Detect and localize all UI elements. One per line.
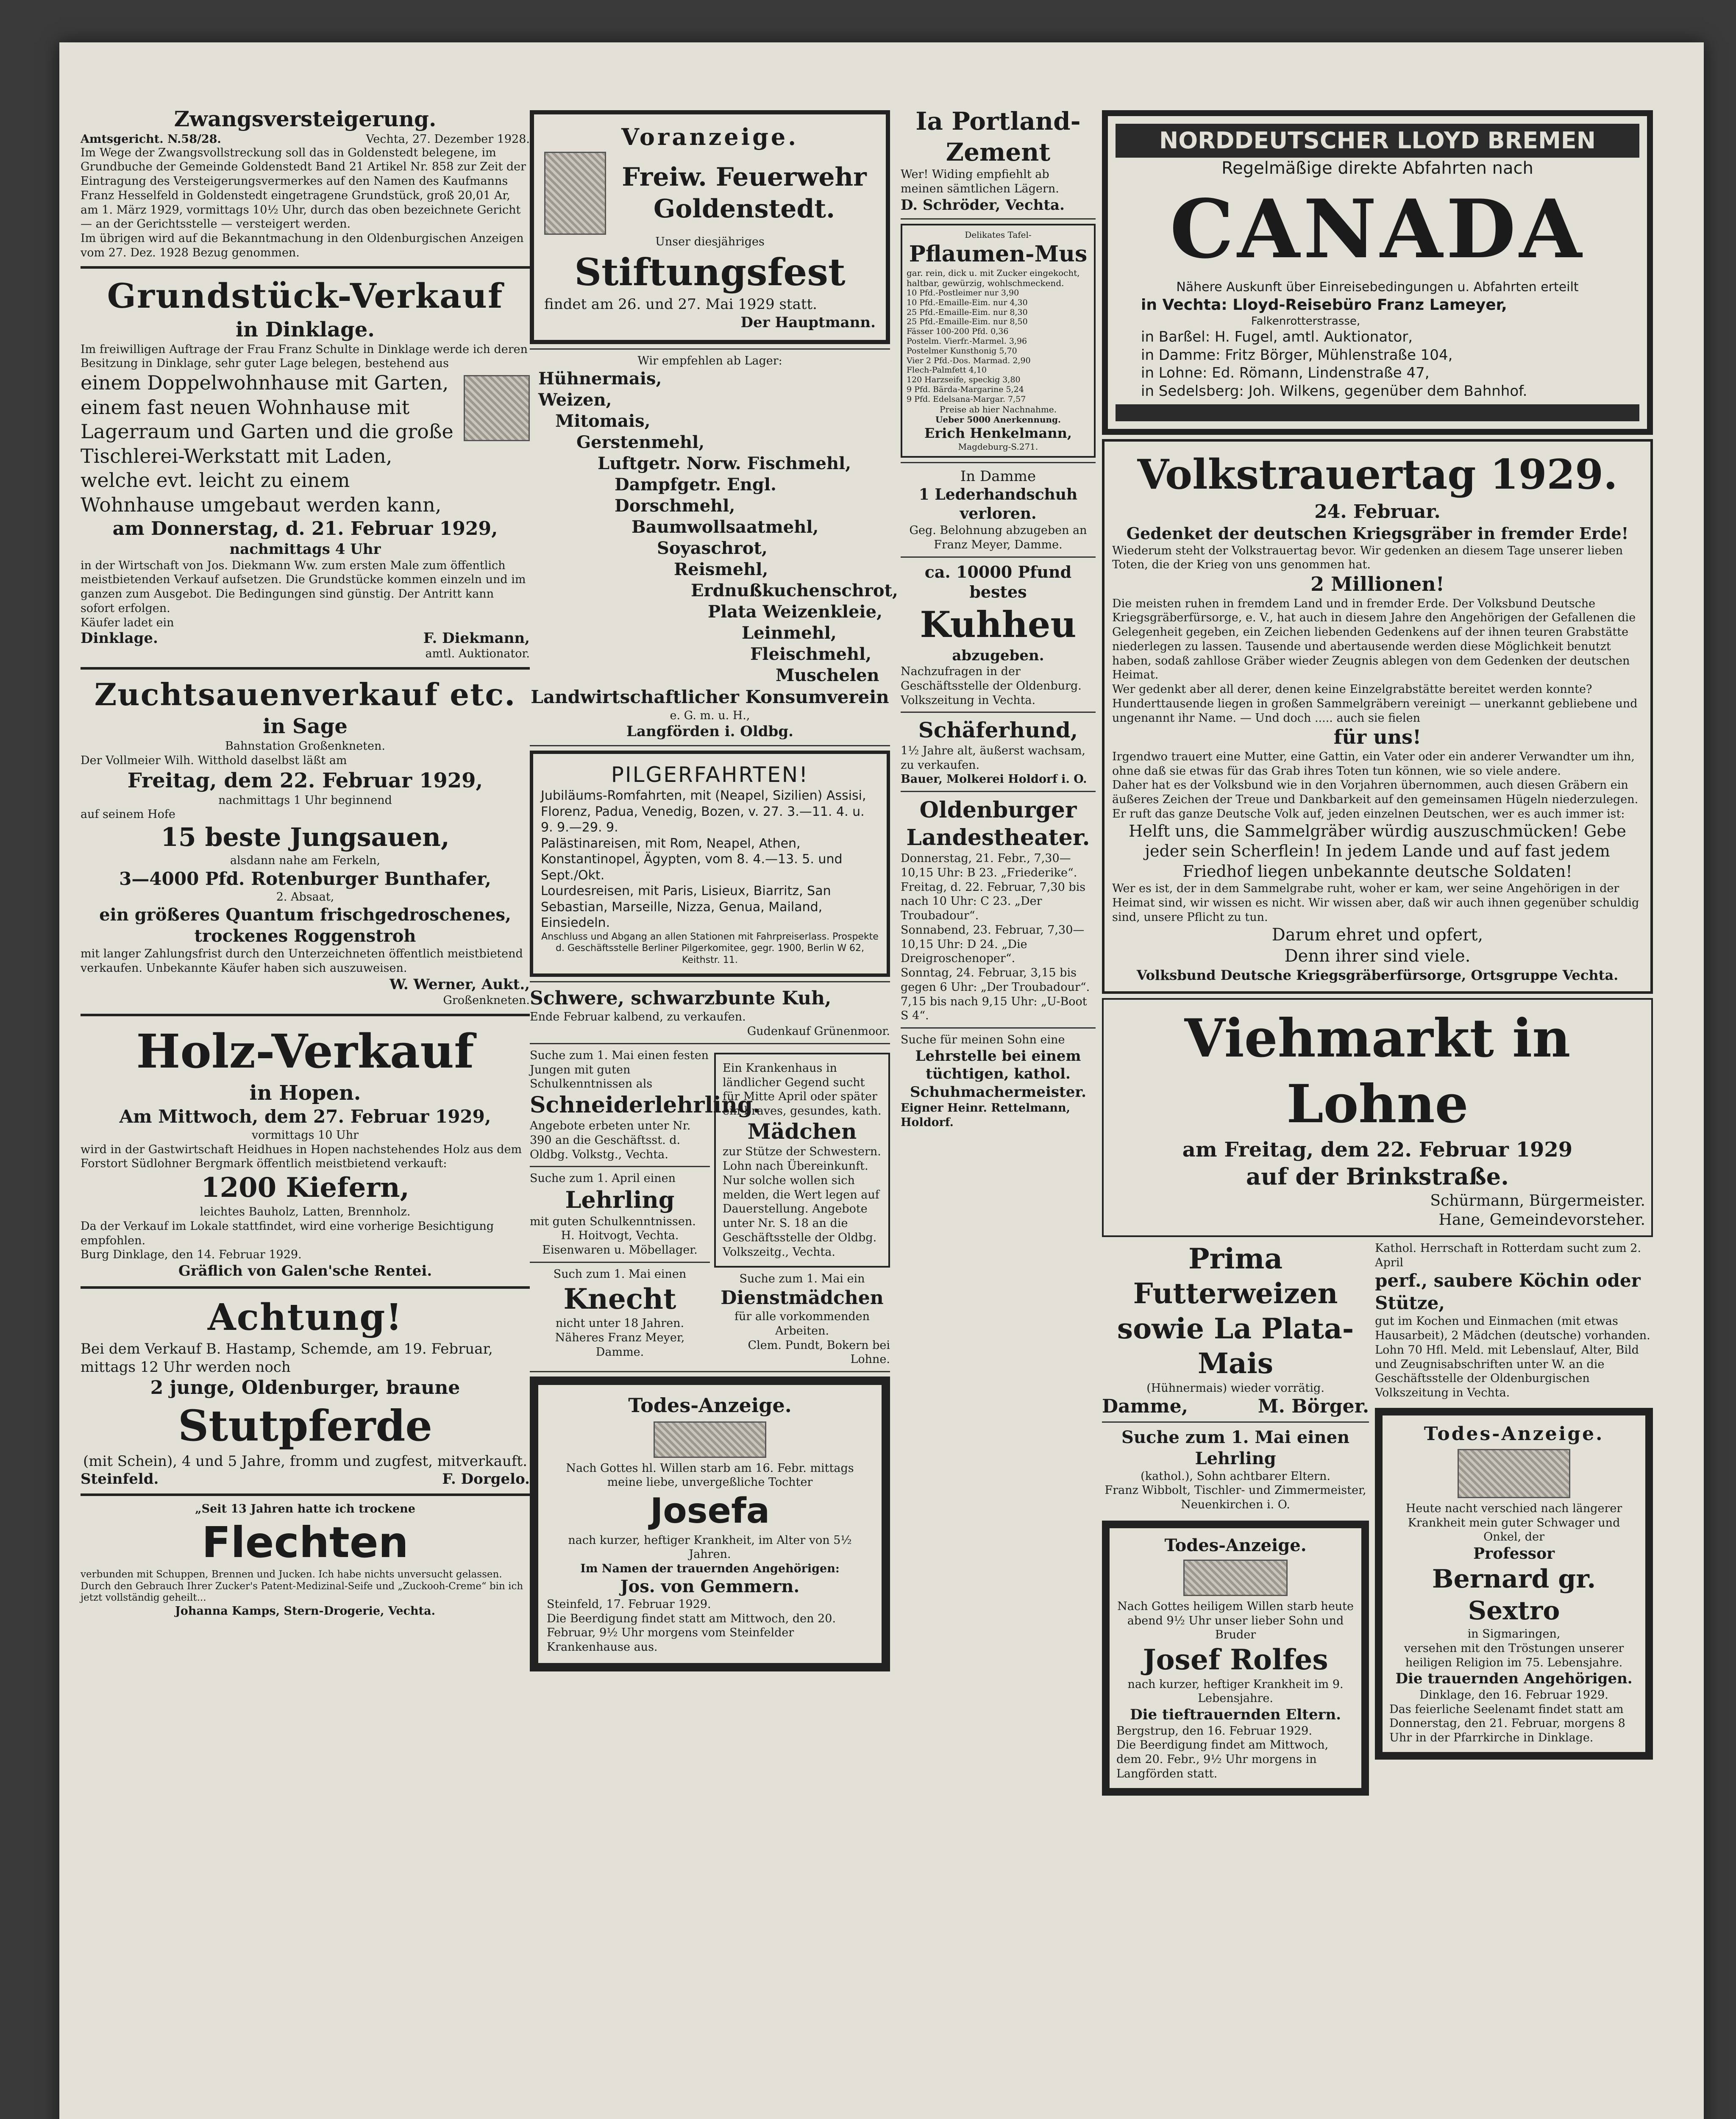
lh-body: In Damme bbox=[960, 467, 1036, 485]
vt-date: 24. Februar. bbox=[1314, 501, 1441, 523]
lw-item-8: Soyaschrot, bbox=[657, 538, 768, 558]
kn-body2: nicht unter 18 Jahren. Näheres Franz Meyer, Damme. bbox=[555, 1317, 685, 1359]
ol-item-1: Donnerstag, 21. Febr., 7,30—10,15 Uhr: B 23. „Friederike“. bbox=[901, 852, 1077, 879]
lw-item-10: Erdnußkuchenschrot, bbox=[691, 581, 898, 601]
pflaumenmus-box bbox=[901, 224, 1096, 458]
td-title: Todes-Anzeige. bbox=[628, 1394, 792, 1417]
td2-name: Josef Rolfes bbox=[1143, 1643, 1328, 1676]
zs-sign2: Großenkneten. bbox=[443, 994, 530, 1007]
hv-body2: Da der Verkauf im Lokale stattfindet, wird eine vorherige Besichtigung empfohlen. bbox=[81, 1219, 494, 1247]
divider bbox=[901, 791, 1096, 792]
pilgerfahrten-box bbox=[530, 751, 890, 977]
zs-sub: in Sage bbox=[263, 715, 348, 738]
pz-body: Wer! Widing empfiehlt ab meinen sämtlichen Lägern. bbox=[901, 168, 1059, 195]
ndl-agent-1: in Barßel: H. Fugel, amtl. Auktionator, bbox=[1141, 328, 1413, 345]
vz-sign: Der Hauptmann. bbox=[740, 314, 876, 331]
dm-sign: Clem. Pundt, Bokern bei Lohne. bbox=[748, 1338, 890, 1366]
kh4-pre: Kathol. Herrschaft in Rotterdam sucht zum 2. April bbox=[1375, 1241, 1641, 1269]
small-ads-right bbox=[714, 1048, 890, 1367]
zw-header-right: Vechta, 27. Dezember 1928. bbox=[366, 132, 530, 146]
td2-sign: Die tieftrauernden Eltern. bbox=[1130, 1706, 1341, 1723]
vt-head: Gedenket der deutschen Kriegsgräber in fremder Erde! bbox=[1126, 524, 1629, 543]
pm-price-10: 120 Harzseife, speckig 3,80 bbox=[907, 375, 1021, 385]
td-sign: Jos. von Gemmern. bbox=[620, 1576, 800, 1596]
lw-item-7: Baumwollsaatmehl, bbox=[632, 517, 819, 537]
sk-body: Suche für meinen Sohn eine bbox=[901, 1033, 1065, 1047]
kh-body: Ein Krankenhaus in ländlicher Gegend sucht für Mitte April oder später ein braves, gesundes, kath. bbox=[723, 1061, 882, 1118]
zs-intro: Der Vollmeier Wilh. Witthold daselbst läßt am bbox=[81, 754, 347, 767]
td3-rank: Professor bbox=[1473, 1545, 1555, 1563]
pm-price-5: Fässer 100-200 Pfd. 0,36 bbox=[907, 327, 1009, 336]
kh4-title: perf., saubere Köchin oder Stütze, bbox=[1375, 1270, 1641, 1313]
divider bbox=[530, 1371, 890, 1372]
lw-item-3: Mitomais, bbox=[555, 411, 651, 431]
lw-org2: e. G. m. u. H., bbox=[670, 709, 750, 722]
house-illustration bbox=[464, 375, 530, 441]
vt-sign: Volksbund Deutsche Kriegsgräberfürsorge, Ortsgruppe Vechta. bbox=[1136, 967, 1619, 984]
divider bbox=[530, 1262, 710, 1263]
vz-title: Voranzeige. bbox=[621, 123, 799, 150]
fl-sign: Johanna Kamps, Stern-Drogerie, Vechta. bbox=[175, 1605, 435, 1618]
ndl-sub: Regelmäßige direkte Abfahrten nach bbox=[1221, 158, 1533, 178]
ac-sign: F. Dorgelo. bbox=[442, 1470, 530, 1488]
column-2 bbox=[530, 106, 898, 1676]
ndl-band: NORDDEUTSCHER LLOYD BREMEN bbox=[1116, 124, 1639, 158]
divider bbox=[901, 1027, 1096, 1029]
hv-title: Holz-Verkauf bbox=[136, 1023, 474, 1079]
lw-item-12: Leinmehl, bbox=[742, 623, 837, 643]
pf-title: Prima Futterweizen bbox=[1133, 1242, 1338, 1310]
sk-title: Lehrstelle bei einem tüchtigen, kathol. Schuhmachermeister. bbox=[910, 1047, 1087, 1101]
divider bbox=[81, 1014, 530, 1016]
le-body: Suche zum 1. April einen bbox=[530, 1172, 676, 1185]
zw-title: Zwangsversteigerung. bbox=[174, 106, 437, 131]
firefighter-illustration bbox=[544, 152, 606, 235]
gv-place: Dinklage. bbox=[81, 630, 158, 647]
todesanzeige-3 bbox=[1375, 1408, 1653, 1760]
vm-sign2: Hane, Gemeindevorsteher. bbox=[1438, 1211, 1645, 1229]
lh-title: 1 Lederhandschuh verloren. bbox=[918, 486, 1078, 523]
pf-place: Damme, bbox=[1102, 1395, 1188, 1417]
pm-price-7: Postelmer Kunsthonig 5,70 bbox=[907, 346, 1017, 356]
zw-header bbox=[81, 133, 530, 146]
vz-org: Freiw. Feuerwehr Goldenstedt. bbox=[622, 162, 867, 224]
vt-title: Volkstrauertag 1929. bbox=[1137, 450, 1618, 498]
vt-p6: Er ruft das ganze Deutsche Volk auf, jeden einzelnen Deutschen, wer es auch immer ist: bbox=[1112, 807, 1625, 820]
td2-body2: nach kurzer, heftiger Krankheit im 9. Lebensjahre. bbox=[1127, 1677, 1344, 1705]
lloyd-box bbox=[1102, 110, 1653, 435]
hv-date: Am Mittwoch, dem 27. Februar 1929, bbox=[119, 1106, 491, 1127]
divider bbox=[81, 266, 530, 269]
gv-buyers: Käufer ladet ein bbox=[81, 616, 174, 629]
hv-item: 1200 Kiefern, bbox=[201, 1172, 409, 1204]
vm-place: auf der Brinkstraße. bbox=[1246, 1163, 1509, 1190]
pz-sign: D. Schröder, Vechta. bbox=[901, 196, 1065, 214]
ol-item-2: Freitag, d. 22. Februar, 7,30 bis nach 10 Uhr: C 23. „Der Troubadour“. bbox=[901, 880, 1086, 923]
kh-body: Nachzufragen in der Geschäftsstelle der Oldenburg. Volkszeitung in Vechta. bbox=[901, 665, 1082, 707]
sk-title: Schwere, schwarzbunte Kuh, bbox=[530, 987, 832, 1009]
pm-price-8: Vier 2 Pfd.-Dos. Marmad. 2,90 bbox=[907, 356, 1031, 365]
lw-item-11: Plata Weizenkleie, bbox=[708, 602, 882, 622]
pm-pre: Delikates Tafel- bbox=[965, 230, 1032, 240]
hv-place: Burg Dinklage, den 14. Februar 1929. bbox=[81, 1248, 302, 1262]
vt-p4: Irgendwo trauert eine Mutter, eine Gattin, ein Vater oder ein anderer Verwandter um ihn, ohne daß sie etwas für das Grab ihres Toten tun können, wie so viele andere. bbox=[1112, 750, 1635, 778]
sl-body: (kathol.), Sohn achtbarer Eltern. bbox=[1141, 1469, 1330, 1483]
kn-title: Knecht bbox=[563, 1282, 676, 1315]
small-ads-left bbox=[530, 1048, 761, 1367]
fl-pre: „Seit 13 Jahren hatte ich trockene bbox=[195, 1502, 415, 1516]
ndl-main: in Vechta: Lloyd-Reisebüro Franz Lameyer, bbox=[1141, 296, 1507, 314]
lw-org: Landwirtschaftlicher Konsumverein bbox=[531, 687, 889, 707]
divider bbox=[530, 348, 890, 350]
lw-item-4: Gerstenmehl, bbox=[576, 432, 705, 452]
vt-appeal: Helft uns, die Sammelgräber würdig auszuschmücken! Gebe jeder sein Scherflein! In jedem Lande und auf fast jedem Friedhof liegen unbekannte deutsche Soldaten! bbox=[1129, 821, 1626, 881]
vz-big: Stiftungsfest bbox=[574, 250, 846, 295]
td-pre: Im Namen der trauernden Angehörigen: bbox=[580, 1562, 840, 1575]
fl-title: Flechten bbox=[202, 1518, 409, 1568]
vm-sign: Schürmann, Bürgermeister. bbox=[1430, 1192, 1645, 1210]
ndl-info: Nähere Auskunft über Einreisebedingungen u. Abfahrten erteilt bbox=[1176, 280, 1579, 295]
lw-place: Langförden i. Oldbg. bbox=[626, 723, 793, 740]
td3-name: Bernard gr. Sextro bbox=[1432, 1564, 1596, 1626]
lower-right-right bbox=[1375, 1241, 1653, 1800]
pm-price-6: Postelm. Vierfr.-Marmel. 3,96 bbox=[907, 336, 1027, 346]
pm-foot: Preise ab hier Nachnahme. bbox=[939, 404, 1057, 414]
ol-item-4: Sonntag, 24. Februar, 3,15 bis gegen 6 Uhr: „Der Troubadour“. 7,15 bis nach 9,15 Uhr: „U-Boot S 4“. bbox=[901, 966, 1090, 1023]
gv-intro: Im freiwilligen Auftrage der Frau Franz Schulte in Dinklage werde ich deren Besitzung in Dinklage, sehr guter Lage belegen, bestehend aus bbox=[81, 342, 528, 370]
td-body2: nach kurzer, heftiger Krankheit, im Alter von 5½ Jahren. bbox=[568, 1533, 852, 1561]
divider bbox=[901, 556, 1096, 558]
divider bbox=[901, 218, 1096, 220]
pf-sign: M. Börger. bbox=[1257, 1395, 1369, 1417]
le-sign: H. Hoitvogt, Vechta. Eisenwaren u. Möbellager. bbox=[542, 1229, 698, 1257]
gv-sign: F. Diekmann, bbox=[423, 630, 530, 647]
pm-title: Pflaumen-Mus bbox=[909, 241, 1088, 267]
todesanzeige-1 bbox=[530, 1377, 890, 1671]
zs-date: Freitag, dem 22. Februar 1929, bbox=[127, 768, 483, 793]
zw-body: Im Wege der Zwangsvollstreckung soll das in Goldenstedt belegene, im Grundbuche der Gemeinde Goldenstedt Band 21 Artikel Nr. 858 zur Zeit der Eintragung des Versteigerungsvermerkes auf den Namen des Kaufmanns Franz Hesselfeld in Goldenstedt eingetragene Grundstück, groß 20,01 Ar, am 1. März 1929, vormittags 10½ Uhr, durch das oben bezeichnete Gericht — an der Gerichtsstelle — versteigert werden. bbox=[81, 146, 526, 231]
pf-title: PILGERFAHRTEN! bbox=[611, 762, 809, 787]
hv-body: wird in der Gastwirtschaft Heidhues in Hopen nachstehendes Holz aus dem Forstort Südlohner Bergmark öffentlich meistbietend verkauft: bbox=[81, 1143, 522, 1171]
pf-p1: Jubiläums-Romfahrten, mit (Neapel, Sizilien) Assisi, Florenz, Padua, Venedig, Bozen, v. 27. 3.—11. 4. u. 9. 9.—29. 9. bbox=[541, 788, 866, 835]
lloyd-bottom-bar bbox=[1116, 404, 1639, 421]
divider bbox=[81, 667, 530, 670]
gv-sign-row bbox=[81, 630, 530, 647]
ac-item: 2 junge, Oldenburger, braune bbox=[150, 1377, 460, 1399]
pm-price-3: 25 Pfd.-Emaille-Eim. nur 8,30 bbox=[907, 307, 1028, 317]
sl-body: Suche zum 1. Mai einen festen Jungen mit guten Schulkenntnissen als bbox=[530, 1048, 709, 1091]
pm-price-2: 10 Pfd.-Emaille-Eim. nur 4,30 bbox=[907, 298, 1028, 307]
pm-body: gar. rein, dick u. mit Zucker eingekocht, haltbar, gewürzig, wohlschmeckend. bbox=[907, 268, 1080, 288]
divider bbox=[901, 712, 1096, 713]
ac-body2: (mit Schein), 4 und 5 Jahre, fromm und zugfest, mitverkauft. bbox=[83, 1453, 528, 1470]
zs-station: Bahnstation Großenkneten. bbox=[225, 740, 385, 753]
gv-list-block bbox=[81, 371, 530, 517]
volkstrauertag-box bbox=[1102, 439, 1653, 994]
pf-title2: sowie La Plata-Mais bbox=[1117, 1312, 1354, 1380]
vt-p5: Daher hat es der Volksbund wie in den Vorjahren übernommen, auch diesen Gräbern ein äußeres Zeichen der Treue und Dankbarkeit auf den gemeinsamen Hügeln niederzulegen. bbox=[1112, 779, 1639, 806]
ac-place: Steinfeld. bbox=[81, 1470, 159, 1488]
td3-loc: in Sigmaringen, bbox=[1467, 1627, 1561, 1641]
lower-right-left bbox=[1102, 1241, 1369, 1800]
vt-p1: Wiederum steht der Volkstrauertag bevor. Wir gedenken an diesem Tage unserer lieben Toten, die der Krieg von uns genommen hat. bbox=[1112, 544, 1623, 572]
pm-price-1: 10 Pfd.-Postleimer nur 3,90 bbox=[907, 288, 1019, 298]
divider bbox=[530, 981, 890, 982]
td3-title: Todes-Anzeige. bbox=[1424, 1423, 1604, 1445]
sk-sign: Eigner Heinr. Rettelmann, Holdorf. bbox=[901, 1101, 1070, 1129]
ac-body: Bei dem Verkauf B. Hastamp, Schemde, am 19. Februar, mittags 12 Uhr werden noch bbox=[81, 1340, 493, 1376]
divider bbox=[530, 1166, 710, 1167]
gv-time: nachmittags 4 Uhr bbox=[229, 541, 381, 558]
ac-sign-row bbox=[81, 1471, 530, 1488]
sl-body2: Angebote erbeten unter Nr. 390 an die Geschäftsst. d. Oldbg. Volkstg., Vechta. bbox=[530, 1119, 691, 1161]
td2-foot: Die Beerdigung findet am Mittwoch, dem 20. Febr., 9½ Uhr morgens in Langförden statt. bbox=[1116, 1738, 1329, 1780]
sl-title: Schneiderlehrling. bbox=[530, 1092, 761, 1118]
gv-body: in der Wirtschaft von Jos. Diekmann Ww. zum ersten Male zum öffentlich meistbietenden Verkauf aufsetzen. Die Grundstücke kommen einzeln und im ganzen zum Ausgebot. Die Bedingungen sind günstig. Der Antritt kann sofort erfolgen. bbox=[81, 559, 526, 615]
ndl-agent-2: in Damme: Fritz Börger, Mühlenstraße 104, bbox=[1141, 346, 1453, 364]
td3-body: Heute nacht verschied nach längerer Krankheit mein guter Schwager und Onkel, der bbox=[1405, 1502, 1622, 1544]
dm-body: Suche zum 1. Mai ein bbox=[739, 1272, 865, 1286]
divider bbox=[530, 1043, 890, 1044]
td3-sign: Die trauernden Angehörigen. bbox=[1395, 1670, 1633, 1688]
sl-title: Suche zum 1. Mai einen Lehrling bbox=[1121, 1427, 1350, 1468]
dm-body2: für alle vorkommenden Arbeiten. bbox=[734, 1310, 870, 1338]
cross-illustration bbox=[1458, 1449, 1570, 1498]
pf-sub: (Hühnermais) wieder vorrätig. bbox=[1146, 1381, 1324, 1395]
le-title: Lehrling bbox=[565, 1186, 675, 1213]
dm-title: Dienstmädchen bbox=[721, 1287, 884, 1309]
vm-title: Viehmarkt in Lohne bbox=[1184, 1008, 1571, 1135]
sh-sign: Bauer, Molkerei Holdorf i. O. bbox=[901, 773, 1087, 786]
lw-item-6: Dampfgetr. Engl. Dorschmehl, bbox=[615, 475, 776, 516]
kh4-body: gut im Kochen und Einmachen (mit etwas Hausarbeit), 2 Mädchen (deutsche) vorhanden. Lohn 70 Hfl. Meld. mit Lebenslauf, Alter, Bild und Zeugnisabschriften unter W. an die Geschäftsstelle der Oldenburgischen Volkszeitung in Vechta. bbox=[1375, 1315, 1650, 1399]
lw-item-1: Hühnermais, bbox=[538, 369, 662, 389]
ndl-main2: Falkenrotterstrasse, bbox=[1251, 314, 1360, 328]
pm-sign2: Magdeburg-S.271. bbox=[958, 441, 1038, 452]
cross-illustration bbox=[1183, 1560, 1288, 1596]
zs-time: nachmittags 1 Uhr beginnend bbox=[218, 793, 392, 807]
vt-end2: Denn ihrer sind viele. bbox=[1284, 946, 1471, 966]
kn-body: Such zum 1. Mai einen bbox=[553, 1267, 687, 1281]
divider bbox=[530, 745, 890, 746]
gv-sub: in Dinklage. bbox=[235, 317, 375, 342]
lw-intro: Wir empfehlen ab Lager: bbox=[637, 354, 782, 368]
zs-item3: ein größeres Quantum frischgedroschenes, trockenes Roggenstroh bbox=[99, 905, 511, 946]
viehmarkt-box bbox=[1102, 998, 1653, 1237]
lh-body2: Geg. Belohnung abzugeben an Franz Meyer, Damme. bbox=[909, 524, 1087, 551]
td-body: Nach Gottes hl. Willen starb am 16. Febr. mittags meine liebe, unvergeßliche Tochter bbox=[566, 1461, 854, 1489]
sh-body: 1½ Jahre alt, äußerst wachsam, zu verkaufen. bbox=[901, 744, 1086, 772]
zs-place: auf seinem Hofe bbox=[81, 808, 175, 821]
pf-p2: Palästinareisen, mit Rom, Neapel, Athen, Konstantinopel, Ägypten, vom 8. 4.—13. 5. und Sept./Okt. bbox=[541, 836, 843, 883]
pm-price-11: 9 Pfd. Bärda-Margarine 5,24 bbox=[907, 384, 1024, 394]
ac-big: Stutpferde bbox=[178, 1401, 433, 1451]
kh-pre: ca. 10000 Pfund bestes bbox=[924, 562, 1072, 602]
vt-mil: 2 Millionen! bbox=[1310, 573, 1444, 595]
gv-sign2: amtl. Auktionator. bbox=[425, 647, 530, 661]
divider bbox=[81, 1286, 530, 1289]
gv-title: Grundstück-Verkauf bbox=[107, 275, 504, 316]
hv-sign: Gräflich von Galen'sche Rentei. bbox=[178, 1263, 432, 1279]
sk-body: Ende Februar kalbend, zu verkaufen. bbox=[530, 1010, 746, 1024]
ndl-agent-3: in Lohne: Ed. Römann, Lindenstraße 47, bbox=[1141, 364, 1430, 381]
td3-foot: Das feierliche Seelenamt findet statt am Donnerstag, den 21. Februar, morgens 8 Uhr in der Pfarrkirche in Dinklage. bbox=[1389, 1702, 1625, 1744]
ndl-agent-4: in Sedelsberg: Joh. Wilkens, gegenüber dem Bahnhof. bbox=[1141, 382, 1527, 400]
vt-fuer: für uns! bbox=[1333, 726, 1422, 749]
td2-place: Bergstrup, den 16. Februar 1929. bbox=[1116, 1724, 1312, 1738]
lw-item-5: Luftgetr. Norw. Fischmehl, bbox=[598, 453, 851, 473]
pm-price-9: Flech-Palmfett 4,10 bbox=[907, 365, 987, 375]
td3-body2: versehen mit den Tröstungen unserer heiligen Religion im 75. Lebensjahre. bbox=[1404, 1641, 1624, 1669]
td2-body: Nach Gottes heiligem Willen starb heute abend 9½ Uhr unser lieber Sohn und Bruder bbox=[1117, 1599, 1354, 1642]
divider bbox=[81, 1493, 530, 1496]
vt-p3: Wer gedenkt aber all derer, denen keine Einzelgrabstätte bereitet werden konnte? Hunderttausende liegen in großen Sammelgräbern vereinigt — unerkannt gebliebene und ungenannt ihr Name. — Und doch ..... auch sie fielen bbox=[1112, 683, 1638, 725]
column-3 bbox=[901, 106, 1096, 1130]
hv-sub: in Hopen. bbox=[249, 1081, 361, 1105]
le-body2: mit guten Schulkenntnissen. bbox=[530, 1215, 696, 1228]
pm-price-12: 9 Pfd. Edelsana-Margar. 7,57 bbox=[907, 394, 1026, 404]
gv-list: einem Doppelwohnhause mit Garten, einem fast neuen Wohnhause mit Lagerraum und Garten und die große Tischlerei-Werkstatt mit Laden, welche evt. leicht zu einem Wohnhause umgebaut werden kann, bbox=[81, 371, 453, 516]
kh-body2: zur Stütze der Schwestern. Lohn nach Übereinkunft. Nur solche wollen sich melden, die Wert legen auf Dauerstellung. Angebote unter Nr. S. 18 an die Geschäftsstelle der Oldbg. Volkszeitg., Vechta. bbox=[723, 1145, 881, 1259]
td-name: Josefa bbox=[650, 1491, 770, 1531]
zw-body2: Im übrigen wird auf die Bekanntmachung in den Oldenburgischen Anzeigen vom 27. Dez. 1928 Bezug genommen. bbox=[81, 232, 524, 259]
kh-title: Kuhheu bbox=[920, 603, 1077, 645]
vt-p2: Die meisten ruhen in fremdem Land und in fremder Erde. Der Volksbund Deutsche Kriegsgräberfürsorge, e. V., hat auch in diesem Jahre den Angehörigen der Gefallenen die Gelegenheit gegeben, ein Zeichen liebenden Gedenkens auf der ihnen teuren Grabstätte niederlegen zu lassen. Tausende und abertausende werden diese Möglichkeit benutzt haben, sodaß zahllose Gräber wieder Zeugnis ablegen von dem Gedenken der deutschen Heimat. bbox=[1112, 597, 1636, 682]
cross-illustration bbox=[654, 1421, 766, 1458]
pf-p3: Lourdesreisen, mit Paris, Lisieux, Biarritz, San Sebastian, Marseille, Nizza, Genua, Mailand, Einsiedeln. bbox=[541, 884, 831, 931]
td-foot: Die Beerdigung findet statt am Mittwoch, den 20. Februar, 9½ Uhr morgens vom Steinfelder Krankenhause aus. bbox=[547, 1612, 836, 1654]
gv-date: am Donnerstag, d. 21. Februar 1929, bbox=[112, 518, 498, 539]
vz-date: findet am 26. und 27. Mai 1929 statt. bbox=[544, 296, 817, 313]
hv-time: vormittags 10 Uhr bbox=[251, 1128, 359, 1142]
voranzeige-box bbox=[530, 110, 890, 344]
kh-title: Mädchen bbox=[747, 1118, 857, 1144]
sk-sign: Gudenkauf Grünenmoor. bbox=[747, 1025, 890, 1038]
td3-place: Dinklage, den 16. Februar 1929. bbox=[1419, 1688, 1608, 1702]
column-4 bbox=[1102, 106, 1653, 1800]
pm-foot2: Ueber 5000 Anerkennung. bbox=[935, 414, 1061, 425]
lw-item-13: Fleischmehl, bbox=[750, 644, 872, 664]
vt-p7: Wer es ist, der in dem Sammelgrabe ruht, woher er kam, wer seine Angehörigen in der Heimat sind, wir wissen es nicht. Wir wissen aber, daß wir auch ihnen gegenüber schuldig sind, unsere Pflicht zu tun. bbox=[1112, 882, 1639, 924]
divider bbox=[1102, 1421, 1369, 1423]
zs-item2: 3—4000 Pfd. Rotenburger Bunthafer, bbox=[119, 868, 491, 889]
zs-title: Zuchtsauenverkauf etc. bbox=[94, 676, 516, 712]
small-ads-grid bbox=[530, 1048, 890, 1367]
sh-title: Schäferhund, bbox=[918, 717, 1078, 743]
ol-item-3: Sonnabend, 23. Februar, 7,30—10,15 Uhr: D 24. „Die Dreigroschenoper“. bbox=[901, 923, 1085, 965]
lw-item-9: Reismehl, bbox=[674, 559, 768, 579]
pf-sign-row bbox=[1102, 1396, 1369, 1417]
zs-item1b: alsdann nahe am Ferkeln, bbox=[230, 854, 381, 867]
fl-body: verbunden mit Schuppen, Brennen und Jucken. Ich habe nichts unversucht gelassen. Durch den Gebrauch Ihrer Zucker's Patent-Medizinal-Seife und „Zuckooh-Creme“ bin ich jetzt vollständig geheilt... bbox=[81, 1569, 523, 1604]
todesanzeige-2 bbox=[1102, 1521, 1369, 1796]
zs-item2b: 2. Absaat, bbox=[276, 890, 334, 904]
lw-item-2: Weizen, bbox=[538, 390, 612, 410]
td2-title: Todes-Anzeige. bbox=[1164, 1535, 1307, 1555]
lw-item-14: Muschelen bbox=[776, 665, 879, 685]
pm-sign: Erich Henkelmann, bbox=[924, 425, 1072, 441]
zs-body: mit langer Zahlungsfrist durch den Unterzeichneten öffentlich meistbietend verkaufen. Unbekannte Käufer haben sich auszuweisen. bbox=[81, 947, 523, 975]
zs-sign: W. Werner, Aukt., bbox=[389, 976, 530, 993]
krankenhaus-box bbox=[714, 1053, 890, 1268]
zs-item1: 15 beste Jungsauen, bbox=[161, 823, 450, 852]
td-place: Steinfeld, 17. Februar 1929. bbox=[547, 1597, 711, 1611]
ndl-big: CANADA bbox=[1170, 181, 1585, 276]
lower-right-grid bbox=[1102, 1241, 1653, 1800]
vt-end: Darum ehret und opfert, bbox=[1271, 925, 1483, 945]
pm-price-4: 25 Pfd.-Emaille-Eim. nur 8,50 bbox=[907, 317, 1028, 327]
pf-foot: Anschluss und Abgang an allen Stationen mit Fahrpreiserlass. Prospekte d. Geschäftsstelle Berliner Pilgerkomitee, gegr. 1900, Berlin W 62, Keithstr. 11. bbox=[541, 931, 879, 965]
divider bbox=[901, 462, 1096, 463]
kh-post: abzugeben. bbox=[952, 647, 1044, 664]
vz-org-row bbox=[544, 152, 876, 235]
ol-title: Oldenburger Landestheater. bbox=[906, 797, 1090, 851]
ac-title: Achtung! bbox=[207, 1296, 403, 1339]
sl-sign: Franz Wibbolt, Tischler- und Zimmermeister, Neuenkirchen i. O. bbox=[1104, 1484, 1366, 1511]
vz-pre: Unser diesjähriges bbox=[655, 235, 765, 248]
zw-header-left: Amtsgericht. N.58/28. bbox=[81, 132, 221, 146]
pz-title: Ia Portland-Zement bbox=[915, 107, 1081, 167]
vm-date: am Freitag, dem 22. Februar 1929 bbox=[1182, 1138, 1573, 1162]
column-1 bbox=[81, 106, 530, 1618]
hv-item2: leichtes Bauholz, Latten, Brennholz. bbox=[200, 1205, 411, 1218]
